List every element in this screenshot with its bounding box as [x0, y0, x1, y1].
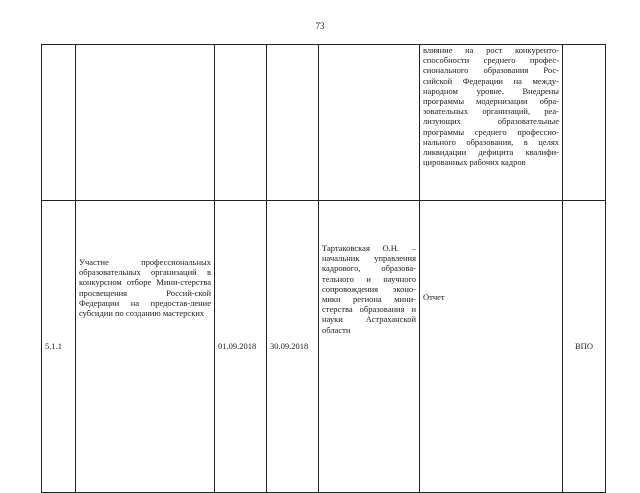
- cell-event: [76, 45, 215, 201]
- event-number: 5.1.1: [45, 341, 62, 352]
- cell-status: [563, 201, 606, 493]
- cell-result: [420, 201, 563, 493]
- result-type: Отчет: [423, 292, 445, 302]
- table-row: [42, 201, 606, 493]
- cell-end-date: [267, 201, 319, 493]
- cell-number: [42, 201, 76, 493]
- status-code: ВПО: [575, 341, 593, 352]
- cell-responsible: [319, 201, 420, 493]
- cell-end-date: [267, 45, 319, 201]
- responsible-text: Тартаковская О.Н. – начальник управления кадрового, образова-тельного и научного сопровождения эконо-мики региона мини-стерства образования и науки Астраханской области: [322, 243, 416, 335]
- cell-event: [76, 201, 215, 493]
- start-date: 01.09.2018: [218, 341, 257, 352]
- cell-start-date: [215, 45, 267, 201]
- cell-responsible: [319, 45, 420, 201]
- result-text: влияние на рост конкуренто-способности среднего профес-сионального образования Рос-сийской Федерации на между-народном уровне. Внедрены программы модернизации обра-зовательных организаций, реа-лизующих образовательные программы среднего профессио-нального образования, в целях ликвидации дефицита квалифи-цированных рабочих кадров: [423, 45, 559, 168]
- cell-number: [42, 45, 76, 201]
- cell-result-text: [420, 45, 563, 201]
- plan-table: [41, 44, 606, 493]
- cell-status: [563, 45, 606, 201]
- table-row: [42, 45, 606, 201]
- page-number: 73: [315, 21, 325, 31]
- end-date: 30.09.2018: [270, 341, 309, 352]
- event-text: Участие профессиональных образовательных организаций в конкурсном отборе Мини-стерства просвещения Россий-ской Федерации на предостав-ление субсидии по созданию мастерских: [79, 257, 211, 319]
- cell-start-date: [215, 201, 267, 493]
